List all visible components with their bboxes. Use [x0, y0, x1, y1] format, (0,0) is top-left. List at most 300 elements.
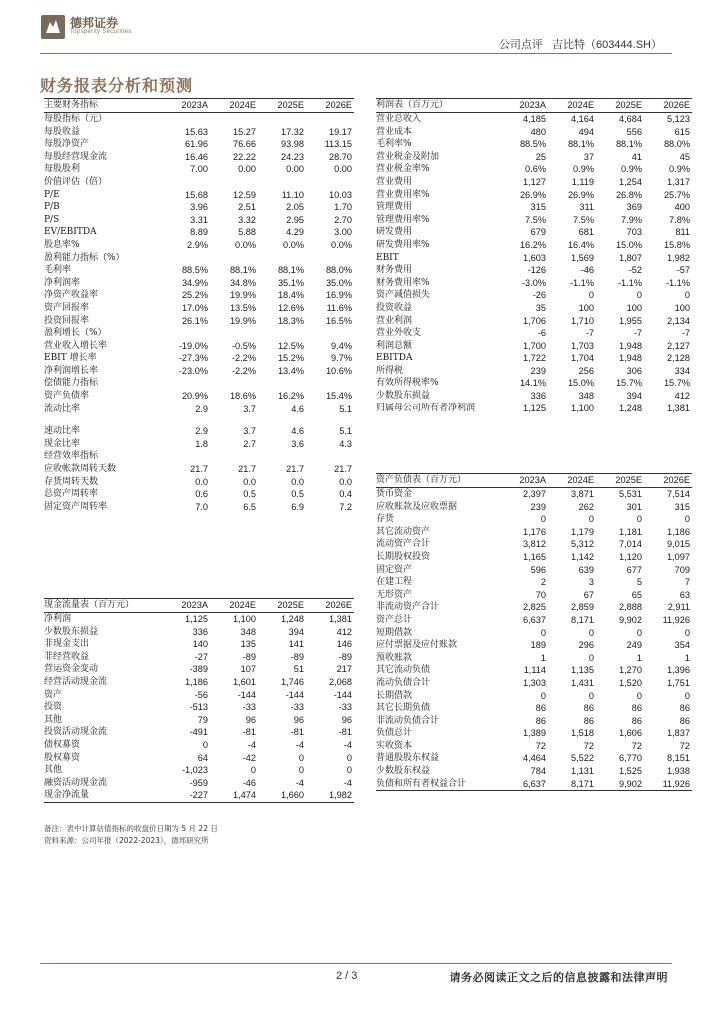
row-label: 无形资产 [376, 589, 413, 600]
table-row [44, 377, 354, 390]
row-value: 16.2% [277, 391, 304, 402]
row-value: 96 [245, 714, 256, 725]
row-value [162, 176, 210, 189]
row-value: 25.2% [181, 290, 208, 301]
row-value: 556 [626, 126, 642, 137]
row-label: 盈利增长（%） [44, 328, 107, 339]
row-value: 10.03 [329, 189, 352, 200]
table-row [376, 526, 692, 539]
row-value: 189 [530, 640, 546, 651]
table-row [44, 113, 354, 126]
row-label: 有效所得税率% [376, 378, 439, 389]
table-row [44, 415, 354, 425]
row-value: 0.9% [573, 164, 594, 175]
table-row [44, 714, 354, 727]
row-value: 113.15 [324, 139, 352, 150]
row-value: 1,703 [571, 340, 594, 351]
row-value: -4 [343, 739, 352, 750]
row-label: 固定资产周转率 [44, 501, 108, 512]
row-value: 7.9% [621, 214, 642, 225]
row-value [210, 377, 258, 390]
row-value: 107 [240, 664, 256, 675]
row-value: -1.1% [617, 277, 642, 288]
row-value: 1,100 [571, 402, 594, 413]
row-value: 15.4% [325, 391, 352, 402]
row-value: 336 [192, 626, 208, 637]
row-label: 所得税 [376, 365, 404, 376]
row-label: 研发费用 [376, 227, 413, 238]
row-value: 70 [535, 589, 546, 600]
table-row [44, 689, 354, 702]
income-statement-table [376, 98, 692, 425]
table-row [44, 663, 354, 676]
table-row [376, 488, 692, 501]
row-label: 营业总收入 [376, 114, 422, 124]
row-value: 72 [535, 740, 546, 751]
row-label: 非现金支出 [44, 639, 90, 650]
year-header: 2026E [644, 99, 692, 113]
year-header: 2024E [210, 99, 258, 113]
row-value: 8,151 [667, 753, 690, 764]
row-value: 1,303 [523, 677, 546, 688]
row-value: 3.7 [243, 403, 256, 414]
table-row [376, 551, 692, 564]
row-label: 净利润增长率 [44, 365, 99, 376]
row-value: 88.1% [615, 139, 642, 150]
row-value: 5,123 [667, 114, 690, 124]
row-value: -27.3% [178, 353, 208, 364]
table-row [44, 676, 354, 689]
row-value: 4,684 [619, 114, 642, 124]
row-label: 资产总计 [376, 614, 413, 625]
row-value: 86 [583, 715, 594, 726]
row-label: 研发费用率% [376, 239, 430, 250]
row-value: -389 [189, 664, 208, 675]
row-value: 0.00 [334, 164, 352, 175]
row-value: -3.0% [521, 277, 546, 288]
report-type: 公司点评 [498, 39, 543, 51]
table-row [376, 189, 692, 202]
table-header-row [44, 599, 354, 613]
row-value: 7,514 [667, 489, 690, 499]
row-value: 784 [530, 766, 546, 777]
row-value: 88.0% [325, 265, 352, 276]
row-value: 1,254 [619, 176, 642, 187]
row-value: 15.2% [277, 353, 304, 364]
row-value: 1,518 [571, 728, 594, 739]
row-value: 1,660 [258, 789, 306, 802]
row-value: 19.9% [229, 290, 256, 301]
row-value: 2,128 [667, 353, 690, 364]
row-value: 3.00 [334, 227, 352, 238]
row-value: 9,902 [619, 614, 642, 625]
row-value: -23.0% [178, 365, 208, 376]
row-value: 2.70 [334, 214, 352, 225]
row-value: 0 [540, 690, 546, 701]
row-value: 679 [530, 227, 546, 238]
row-value: 311 [579, 202, 594, 213]
row-value: 86 [679, 715, 690, 726]
row-value: 15.0% [615, 239, 642, 250]
row-value: -4 [343, 777, 352, 788]
logo-name-cn: 德邦证券 [70, 16, 119, 30]
row-value: 301 [626, 501, 642, 512]
table-title: 主要财务指标 [44, 99, 162, 113]
row-value: 13.4% [277, 365, 304, 376]
table-header-row [376, 474, 692, 488]
row-value: 0.0 [243, 476, 256, 487]
row-value: 1,746 [281, 676, 304, 687]
row-value: 11,926 [662, 614, 690, 625]
row-value: 306 [626, 365, 642, 376]
row-value: -33 [242, 702, 256, 713]
row-value: 8,171 [571, 614, 594, 625]
row-value: -2.2% [231, 365, 256, 376]
row-label: 少数股东权益 [376, 766, 431, 777]
row-value: 5 [636, 577, 642, 588]
row-label: 营业外收支 [376, 328, 422, 339]
row-value: 1,120 [619, 551, 642, 562]
row-value: 19.9% [229, 315, 256, 326]
table-row [44, 701, 354, 714]
year-header: 2025E [258, 599, 306, 613]
row-value: -46 [580, 265, 594, 276]
row-value: 811 [675, 227, 690, 238]
row-value: 0 [298, 765, 304, 776]
row-value: 1,248 [281, 614, 304, 624]
row-value: 1,179 [571, 526, 594, 537]
row-value: 1,474 [210, 789, 258, 802]
row-value: 15.68 [185, 189, 208, 200]
row-value: 7.8% [669, 214, 690, 225]
row-value: 8.89 [190, 227, 208, 238]
row-value: 3.32 [238, 214, 256, 225]
row-label: 营业费用 [376, 176, 413, 187]
row-value: -7 [633, 328, 642, 339]
row-value: -57 [676, 265, 690, 276]
row-label: 偿债能力指标 [44, 378, 99, 389]
row-value: 16.46 [185, 151, 208, 162]
row-value: 12.59 [233, 189, 256, 200]
row-value: 6.5 [243, 501, 256, 512]
table-row [44, 425, 354, 438]
row-value: 41 [631, 151, 642, 162]
row-label: 流动资产合计 [376, 539, 431, 550]
table-row [44, 476, 354, 489]
row-value [306, 113, 354, 126]
row-value: 18.3% [277, 315, 304, 326]
row-value: 1,176 [523, 526, 546, 537]
row-value: 1,119 [571, 176, 594, 187]
table-row [376, 639, 692, 652]
row-label: 非经营收益 [44, 651, 90, 662]
row-value: 0.0% [235, 239, 256, 250]
row-value: 1,125 [185, 614, 208, 624]
row-value: 86 [631, 715, 642, 726]
row-value: 1,165 [523, 551, 546, 562]
row-value: 296 [578, 640, 594, 651]
row-value: 4.29 [286, 227, 304, 238]
table-row [44, 390, 354, 403]
row-value: 615 [674, 126, 690, 137]
row-label: P/B [44, 202, 60, 213]
row-value: 35.0% [325, 277, 352, 288]
row-value: 2.9 [195, 403, 208, 414]
table-row [376, 138, 692, 151]
row-value [306, 176, 354, 189]
row-value: 0.0% [283, 239, 304, 250]
row-label: 每股指标（元） [44, 114, 108, 124]
table-row [376, 214, 692, 227]
row-label: 预收账款 [376, 652, 413, 663]
row-value: 1,520 [619, 677, 642, 688]
row-label: 营业税金率% [376, 164, 430, 175]
row-label: 营业成本 [376, 126, 413, 137]
row-label: 存货周转天数 [44, 476, 99, 487]
row-value [162, 415, 210, 425]
row-label: 存货 [376, 514, 395, 525]
table-row [44, 764, 354, 777]
row-value [306, 415, 354, 425]
row-value: 0.6 [195, 489, 208, 500]
row-value: 703 [626, 227, 642, 238]
row-value: 0.00 [238, 164, 256, 175]
row-value: 0 [588, 290, 594, 301]
row-value: 15.0% [567, 378, 594, 389]
row-value: 3.96 [190, 202, 208, 213]
row-value: 146 [336, 639, 352, 650]
row-value: 2.51 [238, 202, 256, 213]
row-value: 15.7% [663, 378, 690, 389]
row-value: 11,926 [644, 778, 692, 791]
valuation-note: 备注：表中计算估值指标的收盘价日期为 5 月 22 日 [44, 824, 218, 833]
row-value: 9,015 [667, 539, 690, 550]
row-value: 26.8% [615, 189, 642, 200]
row-value [162, 450, 210, 463]
table-row [44, 214, 354, 227]
row-value: -4 [295, 739, 304, 750]
row-value: 135 [240, 639, 256, 650]
row-value: 1,807 [619, 252, 642, 263]
row-value: 100 [674, 302, 690, 313]
row-label: 债权募资 [44, 739, 81, 750]
row-value: 72 [583, 740, 594, 751]
row-label [44, 415, 162, 425]
row-value: 67 [583, 589, 594, 600]
row-value: -89 [242, 651, 256, 662]
row-value: 21.7 [190, 464, 208, 475]
row-value: 0 [636, 514, 642, 525]
row-value [162, 252, 210, 265]
row-value [258, 327, 306, 340]
row-value: 15.7% [615, 378, 642, 389]
row-value: 5,312 [571, 539, 594, 550]
row-value [210, 252, 258, 265]
row-value: 9,902 [596, 778, 644, 791]
table-title: 现金流量表（百万元） [44, 599, 162, 613]
row-label: 净利润率 [44, 277, 81, 288]
row-value: 141 [288, 639, 304, 650]
row-value: 21.7 [334, 464, 352, 475]
row-value: 6.9 [291, 501, 304, 512]
row-value: 480 [530, 126, 546, 137]
row-value: 0.4 [339, 489, 352, 500]
row-label: 负债总计 [376, 728, 413, 739]
cashflow-table [44, 598, 354, 803]
row-value: 400 [674, 202, 690, 213]
row-value: 1,982 [306, 789, 354, 802]
row-value: -513 [189, 702, 208, 713]
table-row [44, 638, 354, 651]
row-label: 每股股利 [44, 164, 81, 175]
row-value: 2,134 [667, 315, 690, 326]
header-meta [493, 36, 662, 52]
row-value: 2,068 [329, 676, 352, 687]
row-label: 净利润 [44, 614, 72, 624]
row-value [306, 450, 354, 463]
row-value [306, 327, 354, 340]
row-value: 1,431 [571, 677, 594, 688]
row-value: 2.7 [243, 438, 256, 449]
row-label: 总资产周转率 [44, 489, 99, 500]
table-row [44, 176, 354, 189]
row-label: 投资 [44, 702, 63, 713]
row-value: 34.9% [181, 277, 208, 288]
row-value: 21.7 [238, 464, 256, 475]
row-value: 15.8% [663, 239, 690, 250]
row-value: 10.6% [325, 365, 352, 376]
company-logo [40, 14, 190, 40]
table-row [376, 113, 692, 126]
row-value: 34.8% [229, 277, 256, 288]
row-value: -56 [194, 689, 208, 700]
table-row [376, 752, 692, 765]
row-value: -126 [527, 265, 546, 276]
row-value: 25 [535, 151, 546, 162]
row-label: 投资收益 [376, 302, 413, 313]
table-row [376, 564, 692, 577]
row-value: 1,955 [619, 315, 642, 326]
row-label: 盈利能力指标（%） [44, 252, 125, 263]
row-label: 毛利率 [44, 265, 72, 276]
row-value: -7 [585, 328, 594, 339]
row-value: 1,948 [619, 353, 642, 364]
table-row [376, 589, 692, 602]
row-value: 315 [674, 501, 690, 512]
row-value: 0 [636, 627, 642, 638]
row-value [162, 327, 210, 340]
table-row [376, 501, 692, 514]
row-value: 0 [202, 739, 208, 750]
row-value: 18.4% [277, 290, 304, 301]
row-value: 3.31 [190, 214, 208, 225]
row-value: 369 [626, 202, 642, 213]
row-value: 6,770 [619, 753, 642, 764]
row-value: 4,464 [523, 753, 546, 764]
table-row [376, 664, 692, 677]
table-row [376, 690, 692, 703]
table-row [376, 403, 692, 425]
table-row [376, 163, 692, 176]
row-label: 非流动资产合计 [376, 602, 440, 613]
year-header: 2023A [162, 599, 210, 613]
row-value: 3.7 [243, 426, 256, 437]
row-value: -0.5% [231, 340, 256, 351]
row-label: 普通股股东权益 [376, 753, 440, 764]
row-value: 1,097 [667, 551, 690, 562]
row-value: 1,181 [619, 526, 642, 537]
table-row [376, 277, 692, 290]
row-value: 1 [540, 652, 546, 663]
row-value: -227 [162, 789, 210, 802]
table-row [44, 352, 354, 365]
row-value [258, 415, 306, 425]
row-value [306, 252, 354, 265]
table-row [376, 702, 692, 715]
row-value: 412 [336, 626, 352, 637]
row-value: -144 [285, 689, 304, 700]
row-value: 256 [578, 365, 594, 376]
table-row [44, 289, 354, 302]
row-value: 24.23 [281, 151, 304, 162]
row-value: 1,127 [523, 176, 546, 187]
row-value: 0 [636, 290, 642, 301]
row-value: 72 [631, 740, 642, 751]
row-value: -491 [189, 727, 208, 738]
row-value: -7 [681, 328, 690, 339]
row-value: 239 [530, 501, 546, 512]
row-value: 0 [588, 514, 594, 525]
row-value: 1,837 [667, 728, 690, 739]
row-label: 毛利率% [376, 139, 412, 150]
row-value: 13.5% [229, 302, 256, 313]
table-row [44, 239, 354, 252]
year-header: 2026E [306, 99, 354, 113]
row-value: 7 [684, 577, 690, 588]
row-label: 应收账款及应收票据 [376, 501, 458, 512]
table-header-row [44, 99, 354, 113]
row-value: 9.4% [331, 340, 352, 351]
row-label: 营业利润 [376, 315, 413, 326]
row-value: -1.1% [665, 277, 690, 288]
row-value [258, 252, 306, 265]
row-label: EBIT [376, 252, 399, 263]
row-value: 1,381 [329, 614, 352, 624]
row-label: 财务费用率% [376, 277, 430, 288]
row-value: 2,911 [667, 602, 690, 613]
table-row [376, 576, 692, 589]
table-row [376, 538, 692, 551]
table-row [44, 252, 354, 265]
row-value: 249 [626, 640, 642, 651]
row-value: 0 [540, 514, 546, 525]
row-value [258, 176, 306, 189]
row-label: 速动比率 [44, 426, 81, 437]
row-value: 100 [626, 302, 642, 313]
row-value: 79 [197, 714, 208, 725]
row-value: 639 [578, 564, 594, 575]
table-row [44, 163, 354, 176]
row-value: 11.10 [281, 189, 304, 200]
row-value: 0.0 [339, 476, 352, 487]
row-value: 0 [250, 765, 256, 776]
row-value: 1,100 [233, 614, 256, 624]
row-value: 1,938 [667, 766, 690, 777]
row-value: 86 [631, 703, 642, 714]
table-row [44, 651, 354, 664]
row-value: 15.27 [233, 126, 256, 137]
row-value: 1,135 [571, 665, 594, 676]
